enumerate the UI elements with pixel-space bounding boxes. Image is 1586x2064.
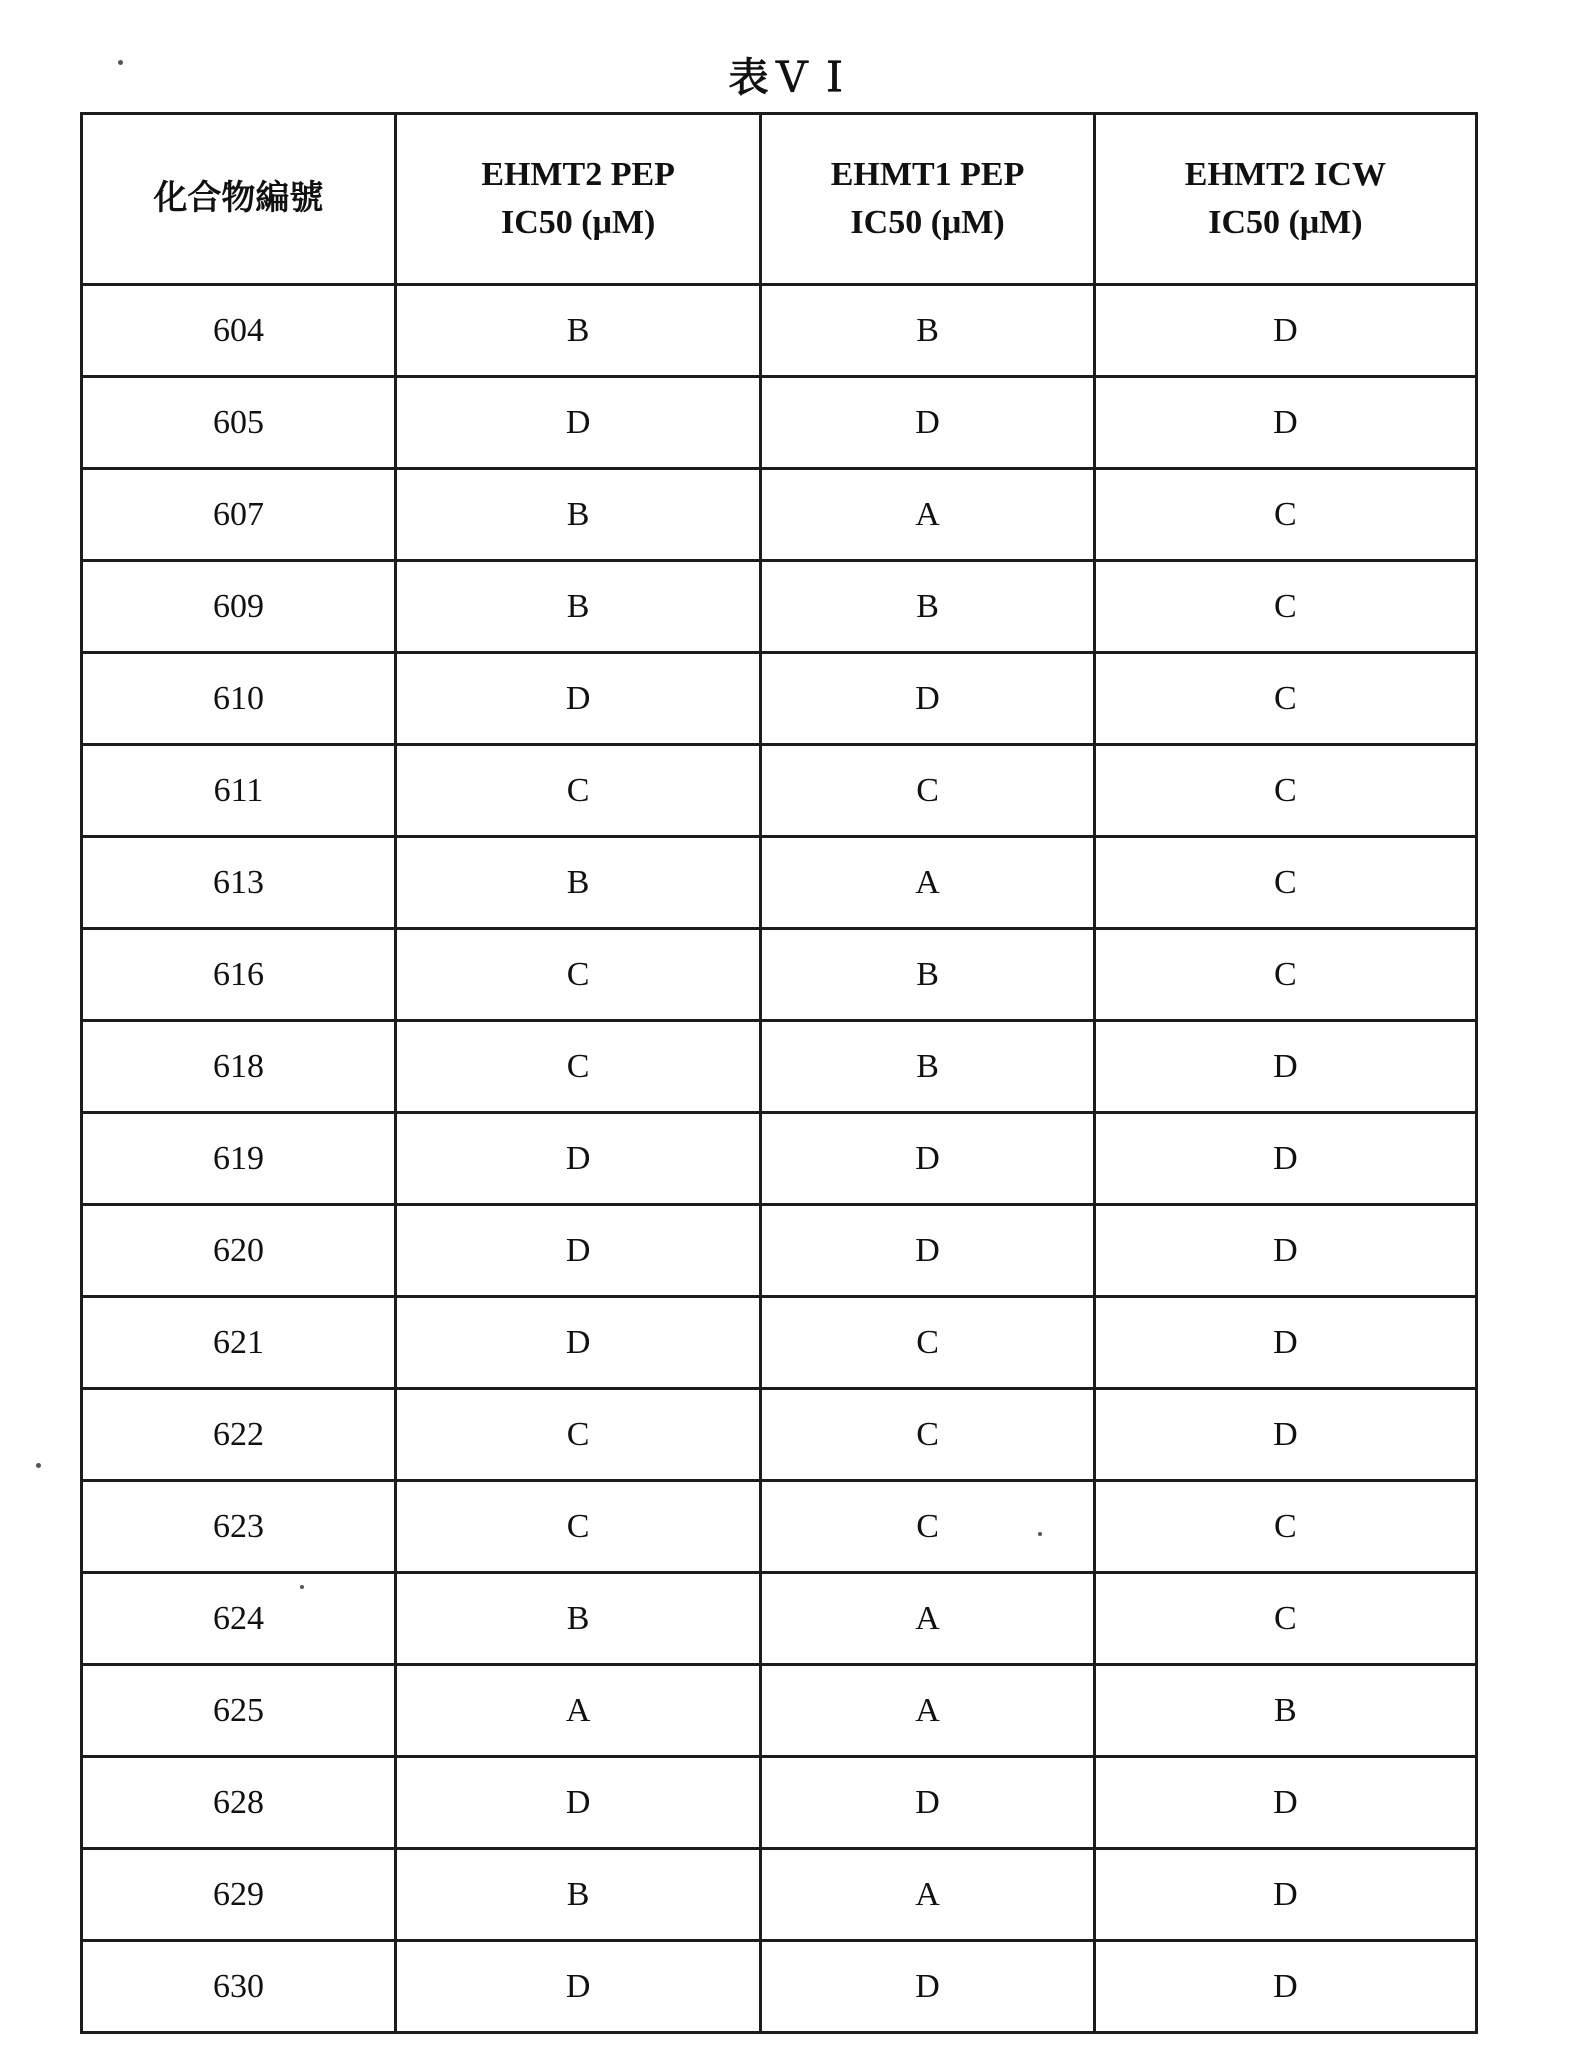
table-row xyxy=(82,1389,1477,1481)
ic50-grade-cell: D xyxy=(395,1297,760,1389)
header-ehmt2-icw-ic50: EHMT2 ICW IC50 (μM) xyxy=(1094,114,1476,285)
ic50-grade-cell: B xyxy=(761,1021,1094,1113)
ic50-grade-cell: B xyxy=(761,929,1094,1021)
compound-number-cell: 619 xyxy=(82,1113,396,1205)
ic50-grade-cell: D xyxy=(761,1757,1094,1849)
table-row xyxy=(82,929,1477,1021)
compound-number-cell: 607 xyxy=(82,469,396,561)
compound-number-cell: 623 xyxy=(82,1481,396,1573)
compound-number-cell: 629 xyxy=(82,1849,396,1941)
ic50-grade-cell: D xyxy=(761,1205,1094,1297)
compound-number-cell: 611 xyxy=(82,745,396,837)
table-row xyxy=(82,837,1477,929)
table-row xyxy=(82,1021,1477,1113)
ic50-grade-cell: D xyxy=(1094,1849,1476,1941)
ic50-grade-cell: B xyxy=(761,285,1094,377)
ic50-grade-cell: C xyxy=(395,1389,760,1481)
ic50-grade-cell: A xyxy=(761,837,1094,929)
compound-number-cell: 628 xyxy=(82,1757,396,1849)
ic50-grade-cell: B xyxy=(1094,1665,1476,1757)
ic50-grade-cell: D xyxy=(1094,1389,1476,1481)
compound-number-cell: 610 xyxy=(82,653,396,745)
ic50-grade-cell: D xyxy=(1094,1113,1476,1205)
ic50-grade-cell: C xyxy=(1094,1573,1476,1665)
ic50-grade-cell: C xyxy=(395,1481,760,1573)
ic50-grade-cell: D xyxy=(1094,377,1476,469)
ic50-grade-cell: D xyxy=(761,1113,1094,1205)
ic50-grade-cell: C xyxy=(1094,1481,1476,1573)
compound-number-cell: 625 xyxy=(82,1665,396,1757)
ic50-grade-cell: C xyxy=(761,1481,1094,1573)
ic50-grade-cell: A xyxy=(761,469,1094,561)
table-row xyxy=(82,1573,1477,1665)
ic50-grade-cell: D xyxy=(395,1113,760,1205)
ic50-grade-cell: D xyxy=(395,653,760,745)
compound-number-cell: 621 xyxy=(82,1297,396,1389)
table-title: 表ＶＩ xyxy=(728,55,858,100)
ic50-grade-cell: D xyxy=(1094,1205,1476,1297)
ic50-grade-cell: D xyxy=(761,653,1094,745)
table-header xyxy=(82,114,1477,285)
ic50-grade-cell: D xyxy=(1094,1941,1476,2033)
table-row xyxy=(82,1849,1477,1941)
compound-number-cell: 618 xyxy=(82,1021,396,1113)
ic50-grade-cell: C xyxy=(1094,929,1476,1021)
table-row xyxy=(82,1297,1477,1389)
ic50-grade-cell: D xyxy=(761,377,1094,469)
ic50-grade-cell: C xyxy=(1094,653,1476,745)
ic50-grade-cell: D xyxy=(395,1757,760,1849)
ic50-grade-cell: D xyxy=(761,1941,1094,2033)
table-row xyxy=(82,1481,1477,1573)
ic50-grade-cell: C xyxy=(1094,561,1476,653)
ic50-grade-cell: B xyxy=(395,837,760,929)
header-ehmt1-pep-ic50: EHMT1 PEP IC50 (μM) xyxy=(761,114,1094,285)
table-body xyxy=(82,285,1477,2033)
ic50-grade-cell: C xyxy=(761,1297,1094,1389)
ic50-grade-cell: A xyxy=(761,1849,1094,1941)
ic50-grade-cell: B xyxy=(395,469,760,561)
ic50-grade-cell: C xyxy=(761,1389,1094,1481)
scan-artifact-dot xyxy=(36,1463,41,1468)
compound-number-cell: 630 xyxy=(82,1941,396,2033)
table-row xyxy=(82,1665,1477,1757)
table-row xyxy=(82,377,1477,469)
header-compound-number: 化合物編號 xyxy=(82,114,396,285)
ic50-grade-cell: B xyxy=(761,561,1094,653)
scan-artifact-dot xyxy=(1038,1532,1042,1536)
ic50-grade-cell: D xyxy=(395,1941,760,2033)
table-row xyxy=(82,469,1477,561)
compound-number-cell: 604 xyxy=(82,285,396,377)
table-row xyxy=(82,745,1477,837)
ic50-grade-cell: D xyxy=(395,1205,760,1297)
ic50-grade-cell: A xyxy=(761,1665,1094,1757)
compound-number-cell: 616 xyxy=(82,929,396,1021)
ic50-grade-cell: C xyxy=(395,1021,760,1113)
table-row xyxy=(82,1757,1477,1849)
ic50-grade-cell: D xyxy=(395,377,760,469)
ic50-grade-cell: D xyxy=(1094,1297,1476,1389)
ic50-grade-cell: C xyxy=(1094,469,1476,561)
compound-ic50-table xyxy=(80,112,1478,2034)
ic50-grade-cell: C xyxy=(1094,837,1476,929)
scan-artifact-dot xyxy=(118,60,123,65)
table-row xyxy=(82,653,1477,745)
table-row xyxy=(82,1205,1477,1297)
ic50-grade-cell: B xyxy=(395,1849,760,1941)
table-row xyxy=(82,1113,1477,1205)
ic50-grade-cell: C xyxy=(1094,745,1476,837)
ic50-grade-cell: D xyxy=(1094,1021,1476,1113)
ic50-grade-cell: C xyxy=(395,929,760,1021)
header-ehmt2-pep-ic50: EHMT2 PEP IC50 (μM) xyxy=(395,114,760,285)
ic50-grade-cell: B xyxy=(395,285,760,377)
ic50-grade-cell: B xyxy=(395,1573,760,1665)
table-row xyxy=(82,561,1477,653)
ic50-grade-cell: C xyxy=(395,745,760,837)
table-row xyxy=(82,1941,1477,2033)
ic50-grade-cell: D xyxy=(1094,285,1476,377)
ic50-grade-cell: C xyxy=(761,745,1094,837)
compound-number-cell: 609 xyxy=(82,561,396,653)
compound-number-cell: 620 xyxy=(82,1205,396,1297)
compound-number-cell: 624 xyxy=(82,1573,396,1665)
ic50-grade-cell: A xyxy=(761,1573,1094,1665)
scan-artifact-dot xyxy=(300,1585,304,1589)
table-row xyxy=(82,285,1477,377)
compound-number-cell: 605 xyxy=(82,377,396,469)
ic50-grade-cell: A xyxy=(395,1665,760,1757)
ic50-grade-cell: B xyxy=(395,561,760,653)
compound-number-cell: 622 xyxy=(82,1389,396,1481)
compound-number-cell: 613 xyxy=(82,837,396,929)
ic50-grade-cell: D xyxy=(1094,1757,1476,1849)
header-row xyxy=(82,114,1477,285)
